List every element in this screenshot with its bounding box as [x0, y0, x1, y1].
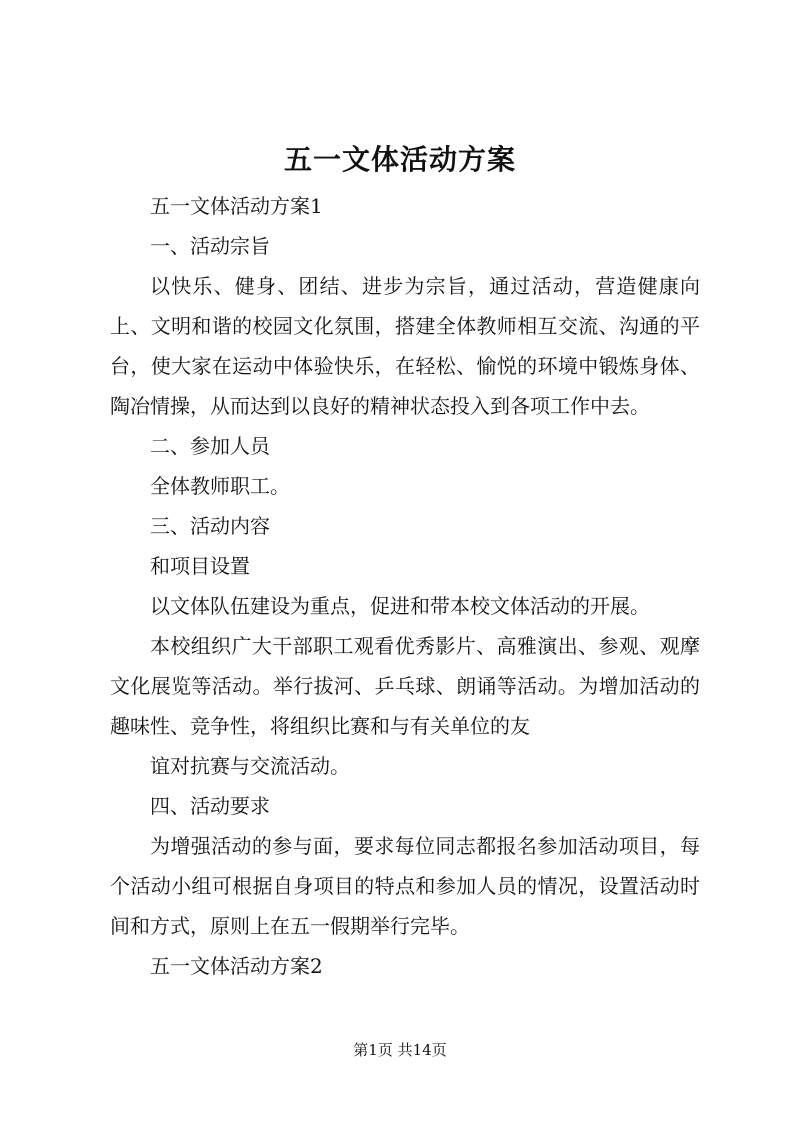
document-body [110, 186, 700, 986]
page-title: 五一文体活动方案 [283, 143, 516, 176]
body-paragraph: 谊对抗赛与交流活动。 [150, 754, 350, 778]
section-heading: 五一文体活动方案1 [150, 194, 323, 218]
body-paragraph: 本校组织广大干部职工观看优秀影片、高雅演出、参观、观摩文化展览等活动。举行拔河、乒乓球、朗诵等活动。为增加活动的趣味性、竞争性，将组织比赛和与有关单位的友 [110, 634, 700, 738]
section-heading: 五一文体活动方案2 [150, 954, 323, 978]
section-heading: 一、活动宗旨 [150, 234, 270, 258]
body-paragraph: 和项目设置 [150, 554, 250, 578]
section-heading: 三、活动内容 [150, 514, 270, 538]
body-paragraph: 以快乐、健身、团结、进步为宗旨，通过活动，营造健康向上、文明和谐的校园文化氛围，搭建全体教师相互交流、沟通的平台，使大家在运动中体验快乐，在轻松、愉悦的环境中锻炼身体、陶冶情操，从而达到以良好的精神状态投入到各项工作中去。 [110, 274, 700, 418]
page-footer: 第1页 共14页 [353, 1041, 447, 1059]
body-paragraph: 以文体队伍建设为重点，促进和带本校文体活动的开展。 [150, 594, 650, 618]
section-heading: 二、参加人员 [150, 434, 270, 458]
body-paragraph: 为增强活动的参与面，要求每位同志都报名参加活动项目，每个活动小组可根据自身项目的特点和参加人员的情况，设置活动时间和方式，原则上在五一假期举行完毕。 [110, 834, 700, 938]
section-heading: 四、活动要求 [150, 794, 270, 818]
body-paragraph: 全体教师职工。 [150, 474, 290, 498]
